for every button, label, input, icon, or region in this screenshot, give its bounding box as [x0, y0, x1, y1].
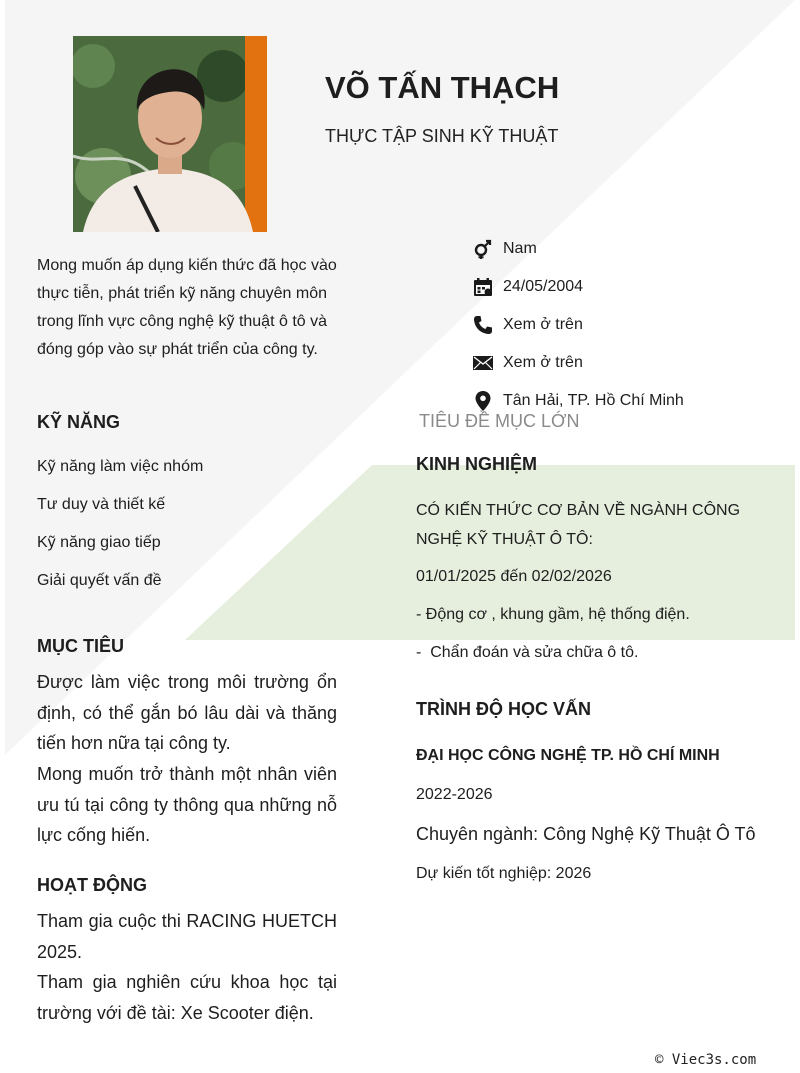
email-value: Xem ở trên: [503, 354, 583, 371]
major: Chuyên ngành: Công Nghệ Kỹ Thuật Ô Tô: [416, 824, 756, 844]
birthday-value: 24/05/2004: [503, 278, 584, 295]
experience-bullet: - Chẩn đoán và sửa chữa ô tô.: [416, 644, 639, 661]
skill-item: Tư duy và thiết kế: [37, 496, 166, 513]
phone-value: Xem ở trên: [503, 316, 583, 333]
gender-icon: [472, 238, 494, 260]
skills-heading: KỸ NĂNG: [37, 412, 121, 432]
address-value: Tân Hải, TP. Hồ Chí Minh: [503, 392, 684, 409]
contact-gender: [472, 230, 684, 268]
location-pin-icon: [472, 390, 494, 412]
section-title-placeholder: TIÊU ĐỀ MỤC LỚN: [419, 411, 580, 431]
skill-item: Kỹ năng giao tiếp: [37, 534, 161, 551]
skill-item: Giải quyết vấn đề: [37, 572, 162, 589]
skills-list: [37, 448, 203, 600]
watermark-footer[interactable]: © Viec3s.com: [655, 1052, 757, 1068]
profile-photo: [73, 36, 267, 232]
experience-period: 01/01/2025 đến 02/02/2026: [416, 568, 612, 585]
activities-text-2: Tham gia nghiên cứu khoa học tại trường với đề tài: Xe Scooter điện.: [37, 972, 337, 1023]
experience-bullet: - Động cơ , khung gầm, hệ thống điện.: [416, 606, 690, 623]
email-icon: [472, 352, 494, 374]
education-heading: TRÌNH ĐỘ HỌC VẤN: [416, 699, 591, 719]
contact-phone: [472, 306, 684, 344]
career-summary: Mong muốn áp dụng kiến thức đã học vào thực tiễn, phát triển kỹ năng chuyên môn trong lĩnh vực công nghệ kỹ thuật ô tô và đóng góp vào sự phát triển của công ty.: [37, 257, 337, 358]
gender-value: Nam: [503, 240, 537, 257]
study-years: 2022-2026: [416, 786, 493, 803]
objective-text-2: Mong muốn trở thành một nhân viên ưu tú tại công ty thông qua những nỗ lực cống hiến.: [37, 764, 337, 845]
graduation-year: Dự kiến tốt nghiệp: 2026: [416, 865, 592, 882]
job-title: THỰC TẬP SINH KỸ THUẬT: [325, 126, 559, 146]
contact-birthday: [472, 268, 684, 306]
skill-item: Kỹ năng làm việc nhóm: [37, 458, 204, 475]
contact-email: [472, 344, 684, 382]
objective-heading: MỤC TIÊU: [37, 636, 124, 656]
candidate-name: VÕ TẤN THẠCH: [325, 70, 560, 105]
activities-text-1: Tham gia cuộc thi RACING HUETCH 2025.: [37, 911, 337, 962]
activities-heading: HOẠT ĐỘNG: [37, 875, 147, 895]
experience-title: CÓ KIẾN THỨC CƠ BẢN VỀ NGÀNH CÔNG NGHỆ KỸ THUẬT Ô TÔ:: [416, 502, 741, 548]
experience-heading: KINH NGHIỆM: [416, 454, 537, 474]
phone-icon: [472, 314, 494, 336]
contact-list: [472, 230, 684, 420]
calendar-icon: [472, 276, 494, 298]
school-name: ĐẠI HỌC CÔNG NGHỆ TP. HỒ CHÍ MINH: [416, 747, 720, 764]
objective-text-1: Được làm việc trong môi trường ổn định, có thể gắn bó lâu dài và thăng tiến hơn nữa tại công ty.: [37, 672, 337, 753]
